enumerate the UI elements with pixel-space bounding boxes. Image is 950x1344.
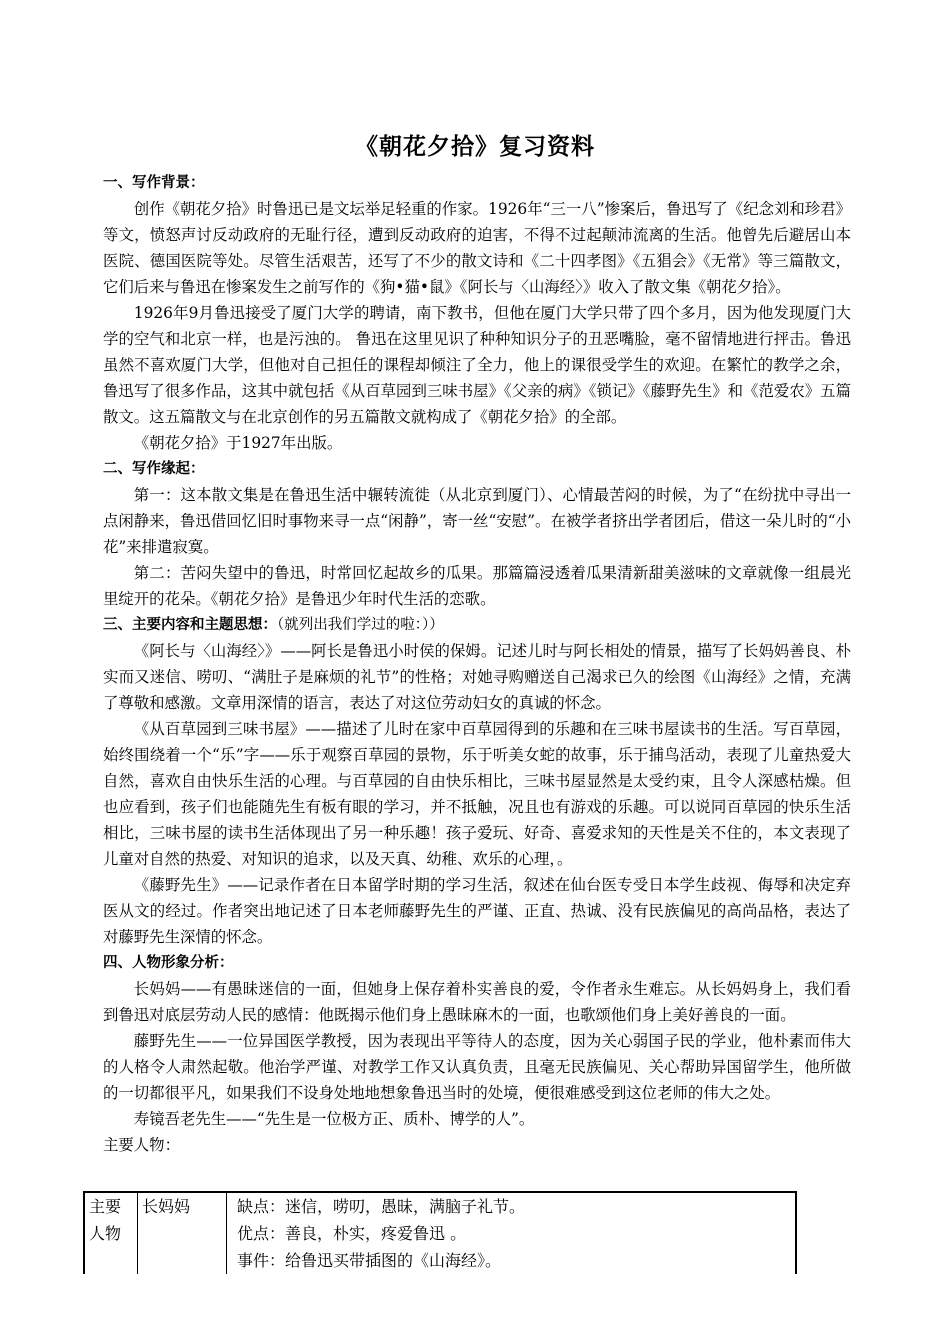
section-heading-background: 一、写作背景：	[103, 175, 205, 191]
paragraph: 《藤野先生》——记录作者在日本留学时期的学习生活，叙述在仙台医专受日本学生歧视、侮辱和决定弃医从文的经过。作者突出地记述了日本老师藤野先生的严谨、正直、热诚、没有民族偏见的高尚品格，表达了对藤野先生深情的怀念。	[103, 876, 851, 946]
page-title: 《朝花夕拾》复习资料	[355, 134, 595, 160]
paragraph: 长妈妈——有愚昧迷信的一面，但她身上保存着朴实善良的爱，令作者永生难忘。从长妈妈身上，我们看到鲁迅对底层劳动人民的感情：他既揭示他们身上愚昧麻木的一面，也歌颂他们身上美好善良的一面。	[103, 980, 851, 1024]
detail-line: 事件：给鲁迅买带插图的《山海经》。	[237, 1251, 502, 1270]
paragraph: 1926年9月鲁迅接受了厦门大学的聘请，南下教书，但他在厦门大学只带了四个多月，因为他发现厦门大学的空气和北京一样，也是污浊的。 鲁迅在这里见识了种种知识分子的丑恶嘴脸，毫不留情地进行抨击。鲁迅虽然不喜欢厦门大学，但他对自己担任的课程却倾注了全力，他上的课很受学生的欢迎。在繁忙的教学之余，鲁迅写了很多作品，这其中就包括《从百草园到三味书屋》《父亲的病》《锁记》《藤野先生》和《范爱农》五篇散文。这五篇散文与在北京创作的另五篇散文就构成了《朝花夕拾》的全部。	[103, 304, 851, 426]
table-cell-details	[227, 1192, 797, 1274]
paragraph: 第一：这本散文集是在鲁迅生活中辗转流徙（从北京到厦门）、心情最苦闷的时候，为了“在纷扰中寻出一点闲静来，鲁迅借回忆旧时事物来寻一点“闲静”，寄一丝“安慰”。在被学者挤出学者团后，借这一朵儿时的“小花”来排遣寂寞。	[103, 486, 851, 556]
table-cell-name: 长妈妈	[138, 1192, 227, 1274]
section-heading-text: 三、主要内容和主题思想：	[103, 617, 277, 633]
characters-table	[83, 1191, 797, 1274]
paragraph: 创作《朝花夕拾》时鲁迅已是文坛举足轻重的作家。1926年“三一八”惨案后，鲁迅写了《纪念刘和珍君》等文，愤怒声讨反动政府的无耻行径，遭到反动政府的迫害，不得不过起颠沛流离的生活。他曾先后避居山本医院、德国医院等处。尽管生活艰苦，还写了不少的散文诗和《二十四孝图》《五猖会》《无常》等三篇散文，它们后来与鲁迅在惨案发生之前写作的《狗•猫•鼠》《阿长与〈山海经〉》收入了散文集《朝花夕拾》。	[103, 200, 851, 296]
table-row	[84, 1192, 796, 1274]
document-body	[103, 170, 851, 1158]
main-characters-label: 主要人物：	[103, 1136, 180, 1154]
section-heading-content	[103, 612, 851, 638]
detail-line: 优点：善良，朴实，疼爱鲁迅 。	[237, 1224, 467, 1243]
table-cell-category: 主要人物	[84, 1192, 138, 1274]
paragraph: 《阿长与〈山海经〉》——阿长是鲁迅小时侯的保姆。记述儿时与阿长相处的情景，描写了长妈妈善良、朴实而又迷信、唠叨、“满肚子是麻烦的礼节”的性格；对她寻购赠送自己渴求已久的绘图《山海经》之情，充满了尊敬和感激。文章用深情的语言，表达了对这位劳动妇女的真诚的怀念。	[103, 642, 851, 712]
section-heading-note: （就列出我们学过的啦：））	[277, 617, 444, 633]
paragraph: 寿镜吾老先生——“先生是一位极方正、质朴、博学的人”。	[133, 1110, 535, 1128]
paragraph: 《从百草园到三味书屋》——描述了儿时在家中百草园得到的乐趣和在三味书屋读书的生活。写百草园，始终围绕着一个“乐”字——乐于观察百草园的景物，乐于听美女蛇的故事，乐于捕鸟活动，表现了儿童热爱大自然，喜欢自由快乐生活的心理。与百草园的自由快乐相比，三味书屋显然是太受约束，且令人深感枯燥。但也应看到，孩子们也能随先生有板有眼的学习，并不抵触，况且也有游戏的乐趣。可以说同百草园的快乐生活相比，三味书屋的读书生活体现出了另一种乐趣！孩子爱玩、好奇、喜爱求知的天性是关不住的，本文表现了儿童对自然的热爱、对知识的追求，以及天真、幼稚、欢乐的心理，。	[103, 720, 851, 868]
section-heading-origin: 二、写作缘起：	[103, 461, 205, 477]
section-heading-characters: 四、人物形象分析：	[103, 955, 234, 971]
paragraph: 第二：苦闷失望中的鲁迅，时常回忆起故乡的瓜果。那篇篇浸透着瓜果清新甜美滋味的文章就像一组晨光里绽开的花朵。《朝花夕拾》是鲁迅少年时代生活的恋歌。	[103, 564, 851, 608]
paragraph: 《朝花夕拾》于1927年出版。	[133, 434, 343, 452]
paragraph: 藤野先生——一位异国医学教授，因为表现出平等待人的态度，因为关心弱国子民的学业，他朴素而伟大的人格令人肃然起敬。他治学严谨、对教学工作又认真负责，且毫无民族偏见、关心帮助异国留学生，他所做的一切都很平凡，如果我们不设身处地地想象鲁迅当时的处境，便很难感受到这位老师的伟大之处。	[103, 1032, 851, 1102]
detail-line: 缺点：迷信，唠叨，愚昧，满脑子礼节。	[237, 1197, 526, 1216]
